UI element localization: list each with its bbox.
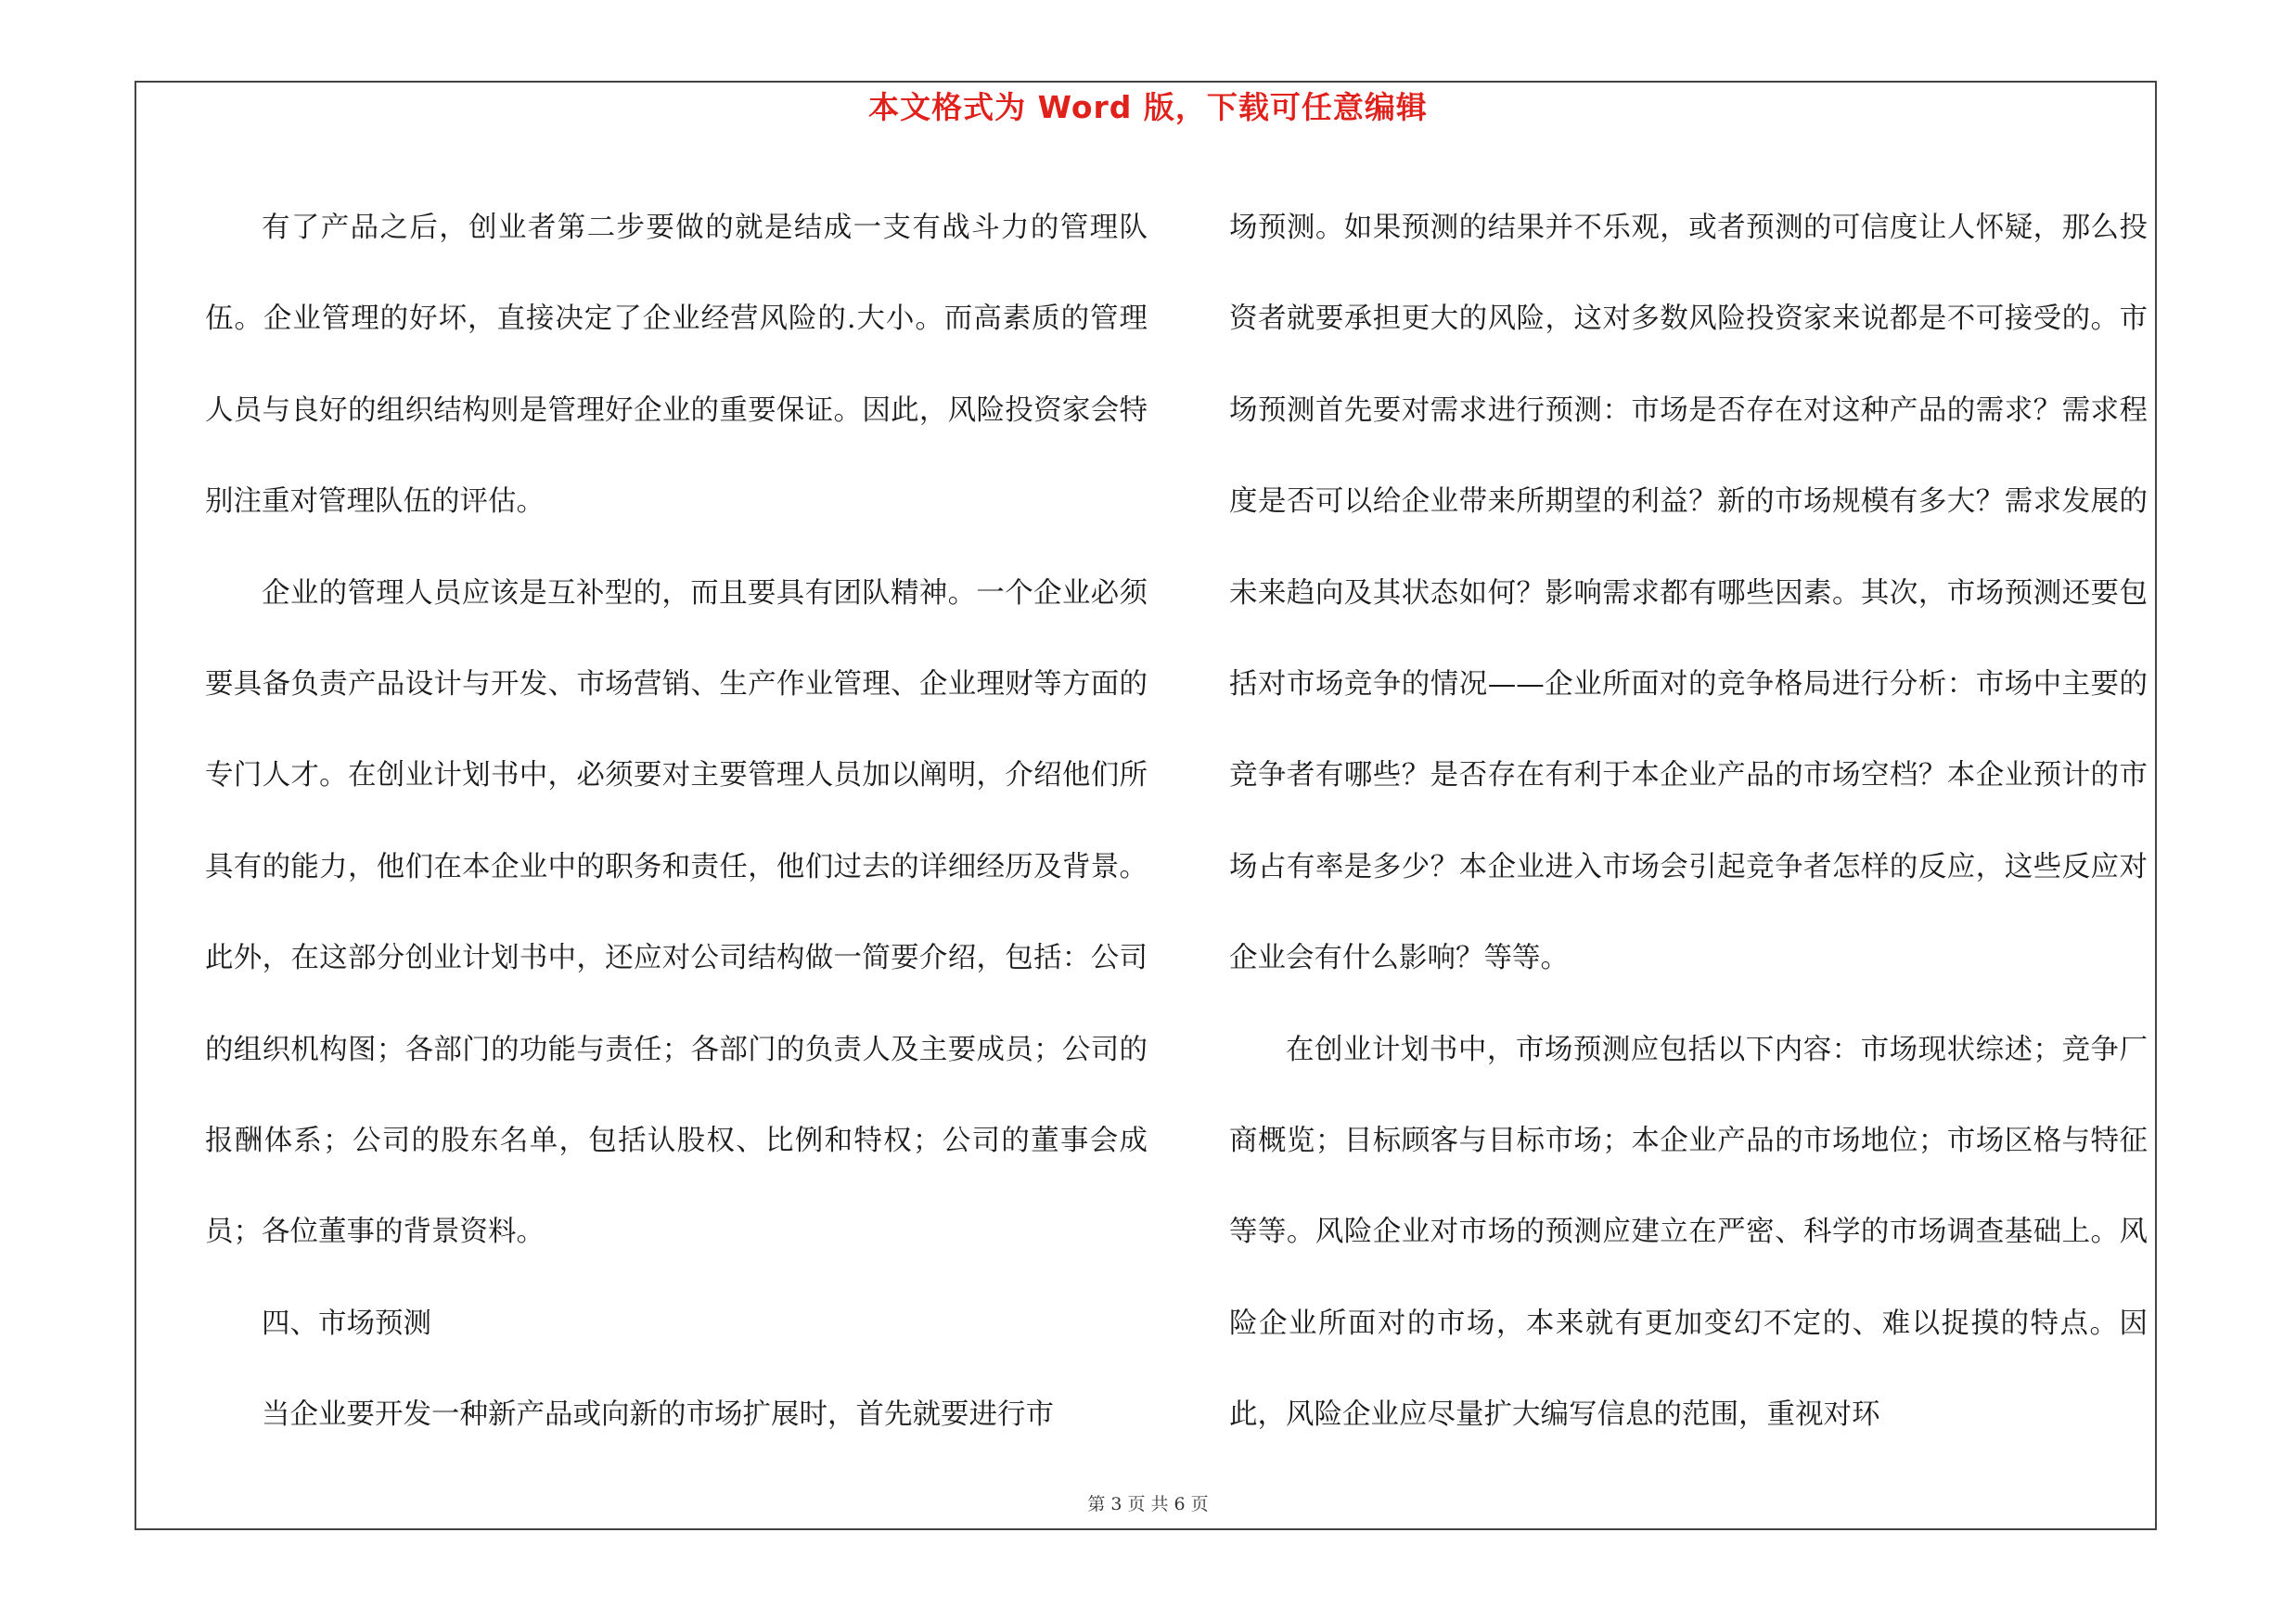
header-banner: 本文格式为 Word 版，下载可任意编辑 bbox=[868, 89, 1428, 125]
page-number: 第 3 页 共 6 页 bbox=[1087, 1494, 1209, 1514]
paragraph-market-forecast-intro: 当企业要开发一种新产品或向新的市场扩展时，首先就要进行市 bbox=[262, 1398, 1054, 1432]
paragraph-market-forecast-contents: 在创业计划书中，市场预测应包括以下内容：市场现状综述；竞争厂商概览；目标顾客与目标市场；本企业产品的市场地位；市场区格与特征等等。风险企业对市场的预测应建立在严密、科学的市场调查基础上。风险企业所面对的市场，本来就有更加变幻不定的、难以捉摸的特点。因此，风险企业应尽量扩大编写信息的范围，重视对环 bbox=[1229, 1033, 2148, 1432]
paragraph-market-forecast-continued: 场预测。如果预测的结果并不乐观，或者预测的可信度让人怀疑，那么投资者就要承担更大的风险，这对多数风险投资家来说都是不可接受的。市场预测首先要对需求进行预测：市场是否存在对这种产品的需求？需求程度是否可以给企业带来所期望的利益？新的市场规模有多大？需求发展的未来趋向及其状态如何？影响需求都有哪些因素。其次，市场预测还要包括对市场竞争的情况——企业所面对的竞争格局进行分析：市场中主要的竞争者有哪些？是否存在有利于本企业产品的市场空档？本企业预计的市场占有率是多少？本企业进入市场会引起竞争者怎样的反应，这些反应对企业会有什么影响？等等。 bbox=[1229, 212, 2148, 975]
left-column bbox=[205, 183, 1148, 1462]
section-heading-market-forecast: 四、市场预测 bbox=[262, 1307, 431, 1340]
right-column bbox=[1229, 183, 2148, 1462]
paragraph-management-talent: 企业的管理人员应该是互补型的，而且要具有团队精神。一个企业必须要具备负责产品设计与开发、市场营销、生产作业管理、企业理财等方面的专门人才。在创业计划书中，必须要对主要管理人员加以阐明，介绍他们所具有的能力，他们在本企业中的职务和责任，他们过去的详细经历及背景。此外，在这部分创业计划书中，还应对公司结构做一简要介绍，包括：公司的组织机构图；各部门的功能与责任；各部门的负责人及主要成员；公司的报酬体系；公司的股东名单，包括认股权、比例和特权；公司的董事会成员；各位董事的背景资料。 bbox=[205, 576, 1148, 1249]
paragraph-management-team: 有了产品之后，创业者第二步要做的就是结成一支有战斗力的管理队伍。企业管理的好坏，直接决定了企业经营风险的.大小。而高素质的管理人员与良好的组织结构则是管理好企业的重要保证。因此，风险投资家会特别注重对管理队伍的评估。 bbox=[205, 212, 1148, 519]
